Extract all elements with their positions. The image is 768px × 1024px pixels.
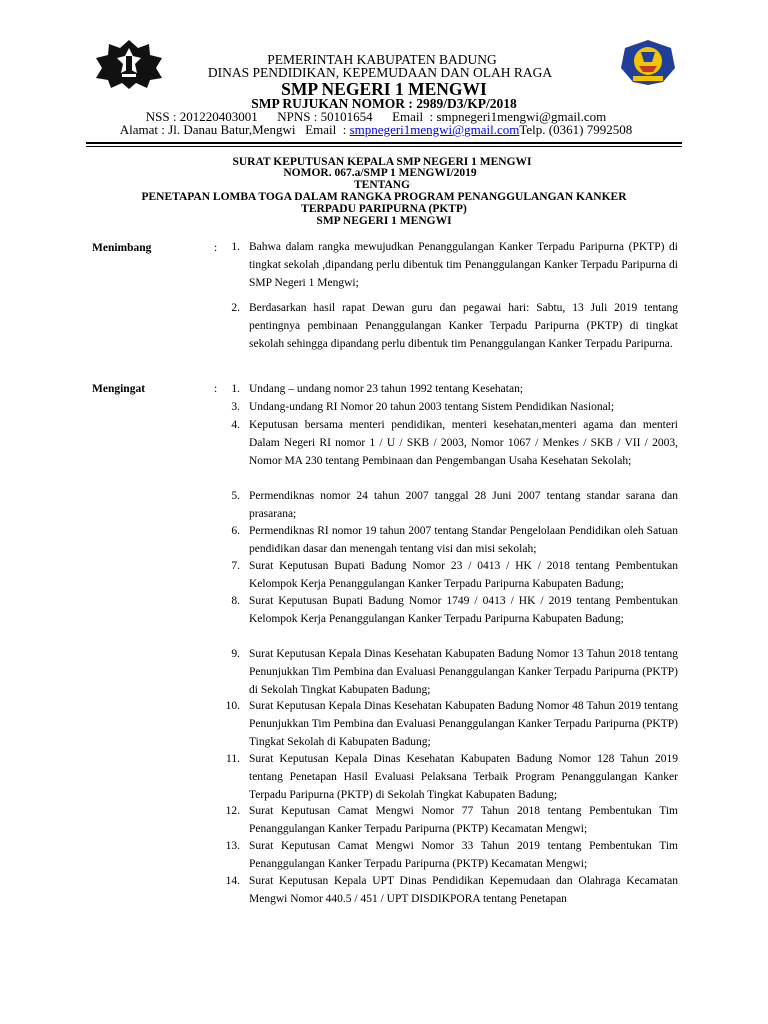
menimbang-label: Menimbang [92,242,152,254]
npns-number: NPNS : 50101654 [277,109,373,124]
item-number: 14. [225,875,240,887]
item-text: Surat Keputusan Kepala Dinas Kesehatan Kabupaten Badung Nomor 128 Tahun 2019 tentang Penetapan Hasil Evaluasi Pelaksana Terbaik Program Penanggulangan Kanker Terpadu Paripurna (PKTP) di Sekolah Tingkat Kabupaten Badung; [249,753,678,801]
item-number: 4. [231,419,240,431]
school-name: SMP NEGERI 1 MENGWI [281,79,487,99]
mengingat-item [224,522,678,558]
decree-subject-line2: TERPADU PARIPURNA (PKTP) [301,203,467,215]
letterhead-divider-thick [86,142,682,144]
department-name: DINAS PENDIDIKAN, KEPEMUDAAN DAN OLAH RAGA [207,65,553,80]
item-number: 7. [231,560,240,572]
decree-title: SURAT KEPUTUSAN KEPALA SMP NEGERI 1 MENGWI [232,156,532,168]
school-referral-number: SMP RUJUKAN NOMOR : 2989/D3/KP/2018 [251,96,517,111]
mengingat-item [224,645,678,699]
mengingat-item [224,416,678,470]
school-contact-line [0,122,760,138]
email-link[interactable]: smpnegeri1mengwi@gmail.com [349,122,520,137]
government-name: PEMERINTAH KABUPATEN BADUNG [267,52,497,67]
school-address: Alamat : Jl. Danau Batur,Mengwi [119,122,296,137]
menimbang-colon: : [214,242,218,254]
mengingat-item [224,592,678,628]
mengingat-item [224,380,678,398]
mengingat-item [224,837,678,873]
menimbang-item [224,299,678,353]
decree-subject-line1: PENETAPAN LOMBA TOGA DALAM RANGKA PROGRAM PENANGGULANGAN KANKER [141,191,627,203]
item-text: Surat Keputusan Camat Mengwi Nomor 77 Tahun 2018 tentang Pembentukan Tim Penanggulangan Kanker Terpadu Paripurna (PKTP) Kecamatan Mengwi; [249,805,678,835]
item-number: 2. [231,302,240,314]
item-text: Surat Keputusan Kepala UPT Dinas Pendidikan Kepemudaan dan Olahraga Kecamatan Mengwi Nomor 440.5 / 451 / UPT DISDIKPORA tentang Penetapan [249,875,678,905]
email-label: Email : [305,122,350,137]
item-text: Undang-undang RI Nomor 20 tahun 2003 tentang Sistem Pendidikan Nasional; [249,401,615,413]
school-phone: Telp. (0361) 7992508 [519,122,633,137]
letterhead-divider-thin [86,146,682,147]
item-text: Surat Keputusan Camat Mengwi Nomor 33 Tahun 2019 tentang Pembentukan Tim Penanggulangan Kanker Terpadu Paripurna (PKTP) Kecamatan Mengwi; [249,840,678,870]
mengingat-item [224,487,678,523]
item-number: 6. [231,525,240,537]
item-text: Undang – undang nomor 23 tahun 1992 tentang Kesehatan; [249,383,524,395]
decree-subject-line3: SMP NEGERI 1 MENGWI [316,215,452,227]
item-text: Berdasarkan hasil rapat Dewan guru dan pegawai hari: Sabtu, 13 Juli 2019 tentang pentingnya pembinaan Penanggulangan Kanker Terpadu Paripurna (PKTP) di tingkat sekolah sehingga dipandang perlu dibentuk tim Penanggulangan Kanker Terpadu Paripurna. [249,302,678,350]
mengingat-item [224,697,678,751]
mengingat-item [224,872,678,908]
item-number: 3. [231,401,240,413]
decree-number: NOMOR. 067.a/SMP 1 MENGWI/2019 [283,167,477,179]
school-email: Email : smpnegeri1mengwi@gmail.com [392,109,607,124]
item-text: Permendiknas RI nomor 19 tahun 2007 tentang Standar Pengelolaan Pendidikan oleh Satuan pendidikan dasar dan menengah tentang visi dan misi sekolah; [249,525,678,555]
item-number: 11. [226,753,240,765]
item-number: 8. [231,595,240,607]
mengingat-item [224,750,678,804]
item-text: Surat Keputusan Bupati Badung Nomor 23 / 0413 / HK / 2018 tentang Pembentukan Kelompok Kerja Penanggulangan Kanker Terpadu Paripurna Kabupaten Badung; [249,560,678,590]
item-text: Surat Keputusan Kepala Dinas Kesehatan Kabupaten Badung Nomor 13 Tahun 2018 tentang Penunjukkan Tim Pembina dan Evaluasi Penanggulangan Kanker Terpadu Paripurna (PKTP) di Sekolah Tingkat Kabupaten Badung; [249,648,678,696]
item-text: Surat Keputusan Bupati Badung Nomor 1749 / 0413 / HK / 2019 tentang Pembentukan Kelompok Kerja Penanggulangan Kanker Terpadu Paripurna Kabupaten Badung; [249,595,678,625]
item-number: 1. [231,383,240,395]
menimbang-item [224,238,678,292]
nss-number: NSS : 201220403001 [145,109,258,124]
item-text: Surat Keputusan Kepala Dinas Kesehatan Kabupaten Badung Nomor 48 Tahun 2019 tentang Penunjukkan Tim Pembina dan Evaluasi Penanggulangan Kanker Terpadu Paripurna (PKTP) Tingkat Sekolah di Kabupaten Badung; [249,700,678,748]
item-text: Keputusan bersama menteri pendidikan, menteri kesehatan,menteri agama dan menteri Dalam Negeri RI nomor 1 / U / SKB / 2003, Nomor 1067 / Menkes / SKB / VII / 2003, Nomor MA 230 tentang Pembinaan dan Pengembangan Usaha Kesehatan Sekolah; [249,419,678,467]
item-text: Permendiknas nomor 24 tahun 2007 tanggal 28 Juni 2007 tentang standar sarana dan prasarana; [249,490,678,520]
decree-about-label: TENTANG [353,179,411,191]
item-text: Bahwa dalam rangka mewujudkan Penanggulangan Kanker Terpadu Paripurna (PKTP) di tingkat sekolah ,dipandang perlu dibentuk tim Penanggulangan Kanker Terpadu Paripurna di SMP Negeri 1 Mengwi; [249,241,678,289]
item-number: 5. [231,490,240,502]
item-number: 10. [225,700,240,712]
item-number: 9. [231,648,240,660]
item-number: 12. [225,805,240,817]
mengingat-label: Mengingat [92,383,146,395]
mengingat-colon: : [214,383,218,395]
item-number: 1. [231,241,240,253]
item-number: 13. [225,840,240,852]
mengingat-item [224,802,678,838]
mengingat-item [224,557,678,593]
mengingat-item [224,398,678,416]
